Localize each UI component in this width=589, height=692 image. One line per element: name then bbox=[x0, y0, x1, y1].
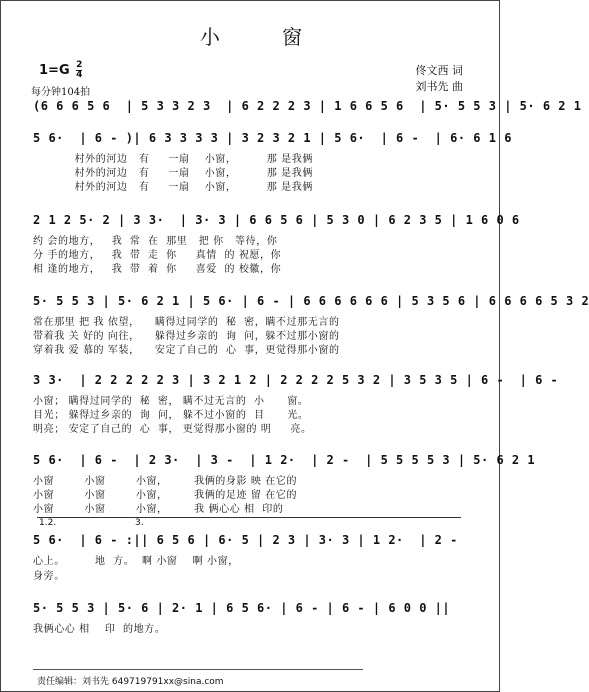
song-title: 小 窗 bbox=[199, 25, 331, 49]
lyric-line: 我俩心心 相 印 的地方。 bbox=[33, 624, 166, 635]
lyric-line: 约 会的地方， 我 常 在 那里 把 你 等待，你 bbox=[33, 236, 278, 247]
volta-bracket bbox=[37, 517, 461, 528]
lyric-line: 穿着我 爱 慕的 军装， 安定了自己的 心 事，更觉得那小窗的 bbox=[33, 345, 340, 356]
notation-line-4: 5· 5 5 3 | 5· 6 2 1 | 5 6· | 6 - | 6 6 6 6 6 6 | 5 3 5 6 | 6 6 6 6 5 3 2 bbox=[33, 294, 589, 308]
notation-line-1: (6 6 6 5 6 | 5 3 3 2 3 | 6 2 2 2 3 | 1 6 6 5 6 | 5· 5 5 3 | 5· 6 2 1 bbox=[33, 99, 582, 113]
lyric-line: 身旁。 bbox=[33, 571, 65, 582]
footer-divider bbox=[33, 669, 363, 670]
lyric-line: 目光； 躲得过乡亲的 询 问， 躲不过小窗的 目 光。 bbox=[33, 410, 309, 421]
notation-line-2: 5 6· | 6 - )| 6 3 3 3 3 | 3 2 3 2 1 | 5 6· | 6 - | 6· 6 1 6 bbox=[33, 131, 512, 145]
footer-editor: 责任编辑：刘书先 649719791xx@sina.com bbox=[37, 677, 224, 687]
lyric-line: 小窗 小窗 小窗， 我俩的身影 映 在它的 bbox=[33, 476, 298, 487]
lyric-line: 村外的河边 有 一扇 小窗， 那 是我俩 bbox=[33, 182, 313, 193]
lyric-line: 村外的河边 有 一扇 小窗， 那 是我俩 bbox=[33, 168, 313, 179]
lyric-line: 小窗 小窗 小窗， 我俩的足迹 留 在它的 bbox=[33, 490, 298, 501]
notation-line-3: 2 1 2 5· 2 | 3 3· | 3· 3 | 6 6 5 6 | 5 3 0 | 6 2 3 5 | 1 6 0 6 bbox=[33, 213, 520, 227]
key-label: 1=G bbox=[39, 63, 70, 78]
volta-first-label: 1.2. bbox=[39, 518, 57, 528]
lyricist-credit: 佟文西 词 bbox=[415, 64, 463, 77]
time-signature-top: 2 bbox=[76, 60, 83, 70]
credits bbox=[416, 63, 464, 95]
lyric-line: 心上。 地 方。 啊 小窗 啊 小窗， bbox=[33, 556, 239, 567]
lyric-line: 村外的河边 有 一扇 小窗， 那 是我俩 bbox=[33, 154, 313, 165]
time-signature-bottom: 4 bbox=[76, 70, 83, 80]
notation-line-6: 5 6· | 6 - | 2 3· | 3 - | 1 2· | 2 - | 5 5 5 5 3 | 5· 6 2 1 bbox=[33, 453, 536, 467]
lyric-line: 明亮； 安定了自己的 心 事， 更觉得那小窗的 明 亮。 bbox=[33, 424, 312, 435]
notation-line-7: 5 6· | 6 - :|| 6 5 6 | 6· 5 | 2 3 | 3· 3 | 1 2· | 2 - bbox=[33, 533, 458, 547]
lyric-line: 分 手的地方， 我 带 走 你 真情 的 祝愿，你 bbox=[33, 250, 282, 261]
tempo-marking: 每分钟104拍 bbox=[31, 87, 91, 98]
lyric-line: 小窗； 瞒得过同学的 秘 密， 瞒不过无言的 小 窗。 bbox=[33, 396, 309, 407]
lyric-line: 相 逢的地方， 我 带 着 你 喜爱 的 校徽，你 bbox=[33, 264, 282, 275]
composer-credit: 刘书先 曲 bbox=[415, 80, 463, 93]
lyric-line: 常在那里 把 我 依望， 瞒得过同学的 秘 密，瞒不过那无言的 bbox=[33, 317, 340, 328]
time-signature bbox=[76, 61, 82, 80]
lyric-line: 小窗 小窗 小窗， 我 俩心心 相 印的 bbox=[33, 504, 284, 515]
lyric-line: 带着我 关 好的 向往， 躲得过乡亲的 询 问，躲不过那小窗的 bbox=[33, 331, 340, 342]
notation-line-5: 3 3· | 2 2 2 2 2 3 | 3 2 1 2 | 2 2 2 2 5 3 2 | 3 5 3 5 | 6 - | 6 - bbox=[33, 373, 559, 387]
notation-line-8: 5· 5 5 3 | 5· 6 | 2· 1 | 6 5 6· | 6 - | 6 - | 6 0 0 || bbox=[33, 601, 451, 615]
key-signature bbox=[39, 61, 82, 80]
volta-second-label: 3. bbox=[135, 518, 144, 528]
